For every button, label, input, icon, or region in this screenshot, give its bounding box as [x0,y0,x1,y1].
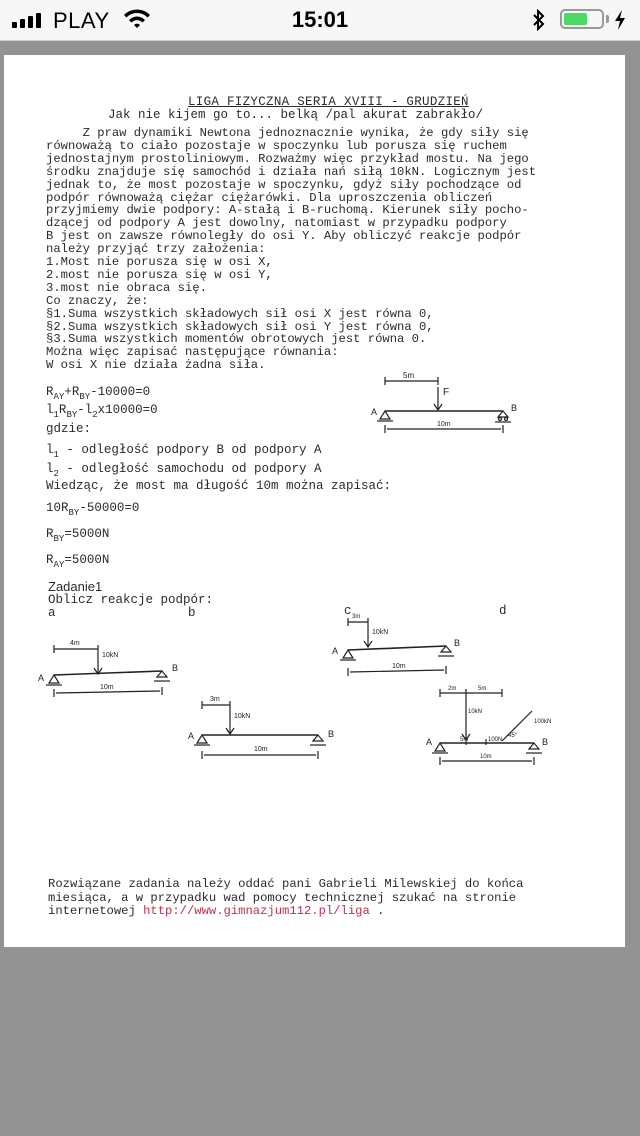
svg-text:10m: 10m [254,746,268,753]
body-line: równoważą to ciało pozostaje w spoczynku lub porusza się ruchem [46,138,507,153]
body-line: B jest on zawsze równoległy do osi Y. Aby obliczyć reakcje podpór [46,229,522,244]
svg-text:10kN: 10kN [468,709,483,715]
svg-text:4m: 4m [70,640,80,647]
svg-text:5m: 5m [478,686,487,692]
svg-text:B: B [328,729,335,739]
main-dist-label: 5m [403,371,415,380]
body-line: 2.most nie porusza się w osi Y, [46,267,273,282]
svg-text:B: B [454,638,461,648]
body-line: 3.most nie obraca się. [46,280,207,295]
task-label-a: a [48,606,56,620]
svg-text:10m: 10m [480,754,492,760]
svg-text:3m: 3m [210,696,220,703]
definition-l1: $l_1$ - odległość podpory B od podpory A [46,443,322,460]
svg-text:10kN: 10kN [372,629,389,636]
svg-text:A: A [38,673,45,683]
body-line: W osi X nie działa żadna siła. [46,358,266,373]
task-label-d: d [499,604,507,618]
equation-2: $l_1R_{BY}-l_2x10000=0$ [46,403,158,420]
carrier-name: PLAY [53,8,110,33]
main-support-a: A [371,407,378,417]
main-force-label: F [443,387,450,398]
equation-3: $10R_{BY}-50000=0$ [46,501,140,518]
beam-diagram-a [32,635,192,710]
svg-text:B: B [542,737,549,747]
svg-text:100N: 100N [488,737,503,743]
bluetooth-icon [532,9,546,31]
svg-text:B: B [172,663,179,673]
battery-level [564,13,587,25]
body-line: §1.Suma wszystkich składowych sił osi X jest równa 0, [46,306,434,321]
main-support-b: B [511,403,518,413]
task-label-c: c [344,604,352,618]
gdzie-label: gdzie: [46,422,92,436]
equation-4: $R_{BY}=5000N$ [46,527,110,544]
task-instruction: Oblicz reakcje podpór: [48,593,214,607]
document-page[interactable] [4,55,625,947]
svg-text:A: A [426,737,433,747]
svg-text:10m: 10m [100,684,114,691]
svg-text:100kN: 100kN [534,719,552,725]
status-bar [0,0,640,41]
body-line: podpór równoważą ciężar ciężarówki. Dla uproszczenia obliczeń [46,190,493,205]
task-heading: Zadanie1 [48,579,103,594]
beam-diagram-main [359,365,529,445]
body-line: 1.Most nie porusza się w osi X, [46,255,273,269]
equation-1: $R_{AY}+R_{BY}-10000=0$ [46,385,151,402]
svg-text:A: A [188,731,195,741]
clock: 15:01 [291,7,349,32]
body-line: Co znaczy, że: [46,293,149,308]
body-line: należy przyjąć trzy założenia: [46,242,266,257]
task-label-b: b [188,606,196,620]
footer-text: Rozwiązane zadania należy oddać pani Gabrieli Milewskiej do końca miesiąca, a w przypadku wad pomocy technicznej szukać na stronie internetowej http://www.gimnazjum112.pl/liga . [48,877,524,918]
wiedzac-line: Wiedząc, że most ma długość 10m można zapisać: [46,479,392,493]
body-line: §2.Suma wszystkich składowych sił osi Y jest równa 0, [46,319,434,334]
body-line: jednostajnym prostoliniowym. Rozważmy więc przykład mostu. Na jego [46,151,529,166]
battery-tip [606,15,609,23]
definition-l2: $l_2$ - odległość samochodu od podpory A [46,462,322,479]
equation-5: $R_{AY}=5000N$ [46,553,110,570]
body-line: dzącej od podpory A jest dowolny, natomiast w przypadku podpory [46,216,507,231]
document-subtitle: Jak nie kijem go to... belką /pal akurat zabrakło/ [108,108,484,122]
svg-text:5m: 5m [460,737,469,743]
body-line: Z praw dynamiki Newtona jednoznacznie wynika, że gdy siły się [46,126,529,140]
svg-text:3m: 3m [352,614,361,620]
beam-diagram-c [326,610,476,690]
svg-text:10kN: 10kN [234,713,251,720]
charging-icon [614,9,626,31]
body-line: Można więc zapisać następujące równania: [46,345,339,360]
body-line: środku znajduje się samochód i działa nań siłą 10kN. Logicznym jest [46,164,537,179]
svg-text:45°: 45° [508,733,518,739]
footer-link[interactable]: http://www.gimnazjum112.pl/liga [143,904,370,918]
svg-text:A: A [332,646,339,656]
body-line: jednak to, że most pozostaje w spoczynku, gdyż siły pochodzące od [46,177,522,192]
svg-text:2m: 2m [448,686,457,692]
svg-text:10m: 10m [392,663,406,670]
beam-diagram-d [422,683,572,783]
body-line: §3.Suma wszystkich momentów obrotowych jest równa 0. [46,332,427,347]
beam-diagram-b [182,693,342,771]
battery-icon [560,9,604,29]
svg-text:10kN: 10kN [102,652,119,659]
main-length-label: 10m [437,421,451,428]
body-line: przyjmiemy dwie podpory: A-stałą i B-ruchomą. Kierunek siły pocho- [46,203,529,218]
document-title: LIGA FIZYCZNA SERIA XVIII - GRUDZIEŃ [188,95,469,109]
